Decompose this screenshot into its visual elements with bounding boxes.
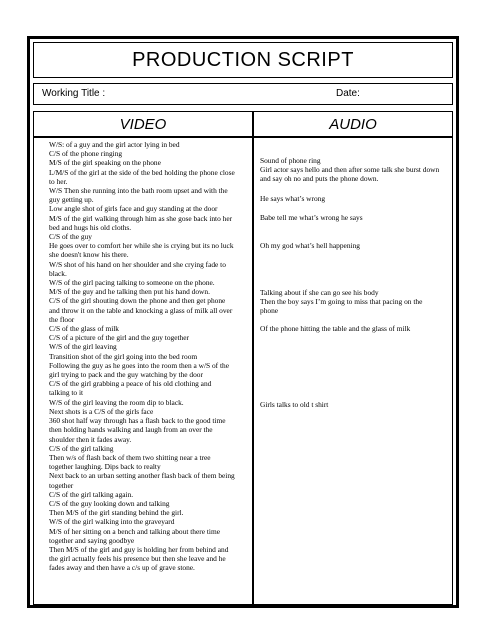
video-line: bed and hugs his old cloths. <box>49 222 132 232</box>
video-line: Transition shot of the girl going into the bed room <box>49 351 198 361</box>
video-line: the girl actually feels his presence but then she leave and he <box>49 554 226 564</box>
video-line: C/S of a picture of the girl and the guy together <box>49 333 189 343</box>
video-line: W/S of the girl pacing talking to someone on the phone. <box>49 278 215 288</box>
video-line: W/S of the girl leaving the room dip to black. <box>49 397 184 407</box>
audio-line: Of the phone hitting the table and the glass of milk <box>260 324 411 333</box>
video-line: C/S of the girl shouting down the phone and then get phone <box>49 296 226 306</box>
script-frame <box>27 36 459 608</box>
video-line: Then M/S of the girl standing behind the girl. <box>49 508 184 518</box>
video-line: W/S Then she running into the bath room upset and with the <box>49 186 228 196</box>
video-line: M/S of the girl speaking on the phone <box>49 158 161 168</box>
video-line: Then w/s of flash back of them two shitting near a tree <box>49 452 211 462</box>
video-line: W/S of the girl walking into the graveyard <box>49 517 175 527</box>
video-line: Next back to an urban setting another flash back of them being <box>49 471 235 481</box>
video-line: M/S of her sitting on a bench and talking about there time <box>49 526 220 536</box>
audio-line: Then the boy says I’m going to miss that pacing on the <box>260 297 423 307</box>
video-line: black. <box>49 268 67 278</box>
working-title-label: Working Title : <box>42 88 106 99</box>
video-line: fades away and then have a c/s up of grave stone. <box>49 563 195 573</box>
audio-line: Girl actor says hello and then after some talk she burst down <box>260 165 440 175</box>
audio-line: Babe tell me what’s wrong he says <box>260 213 363 222</box>
video-line: shoulder then it fades away. <box>49 434 132 444</box>
audio-header: AUDIO <box>253 111 453 137</box>
video-line: C/S of the girl grabbing a peace of his old clothing and <box>49 379 212 389</box>
audio-line: Talking about if she can go see his body <box>260 288 379 297</box>
video-line: He goes over to comfort her while she is crying but its no luck <box>49 241 234 251</box>
audio-line: phone <box>260 306 279 316</box>
video-line: together laughing. Dips back to realty <box>49 462 161 472</box>
page-title: PRODUCTION SCRIPT <box>33 42 453 78</box>
audio-line: Girls talks to old t shirt <box>260 400 329 409</box>
video-line: C/S of the phone ringing <box>49 149 123 159</box>
video-line: L/M/S of the girl at the side of the bed holding the phone close <box>49 167 235 177</box>
video-line: Next shots is a C/S of the girls face <box>49 406 154 416</box>
video-line: together <box>49 480 74 490</box>
video-line: W/S of the girl leaving <box>49 342 117 352</box>
video-line: W/S shot of his hand on her shoulder and she crying fade to <box>49 259 226 269</box>
video-line: C/S of the guy <box>49 232 92 242</box>
working-title-row <box>33 83 453 105</box>
video-line: girl trying to pack and the guy watching by the door <box>49 370 203 380</box>
audio-line: He says what’s wrong <box>260 194 326 203</box>
video-column <box>33 137 253 605</box>
video-line: to her. <box>49 176 68 186</box>
video-line: C/S of the girl talking <box>49 443 114 453</box>
video-line: talking to it <box>49 388 84 398</box>
video-line: M/S of the girl walking through him as she gose back into her <box>49 213 233 223</box>
video-line: Low angle shot of girls face and guy standing at the door <box>49 204 218 214</box>
video-header: VIDEO <box>33 111 253 137</box>
audio-column <box>253 137 453 605</box>
video-line: Following the guy as he goes into the room then a w/S of the <box>49 360 230 370</box>
video-line: C/S of the girl talking again. <box>49 489 134 499</box>
video-line: C/S of the guy looking down and talking <box>49 498 170 508</box>
audio-line: Sound of phone ring <box>260 156 321 165</box>
audio-line: Oh my god what’s hell happening <box>260 241 360 250</box>
video-line: 360 shot half way through has a flash back to the good time <box>49 416 226 426</box>
video-line: C/S of the glass of milk <box>49 324 120 334</box>
video-line: and throw it on the table and knocking a glass of milk all over <box>49 305 233 315</box>
video-line: M/S of the guy and he talking then put his hand down. <box>49 287 210 297</box>
video-line: then holding hands walking and laugh from an over the <box>49 425 213 435</box>
date-label: Date: <box>336 88 360 99</box>
video-line: guy getting up. <box>49 195 94 205</box>
video-line: Then M/S of the girl and guy is holding her from behind and <box>49 544 229 554</box>
audio-line: and say oh no and puts the phone down. <box>260 174 379 184</box>
video-line: the floor <box>49 314 75 324</box>
video-line: she doesn't know his there. <box>49 250 129 260</box>
video-line: together and saying goodbye <box>49 535 135 545</box>
video-line: W/S: of a guy and the girl actor lying in bed <box>49 140 180 149</box>
